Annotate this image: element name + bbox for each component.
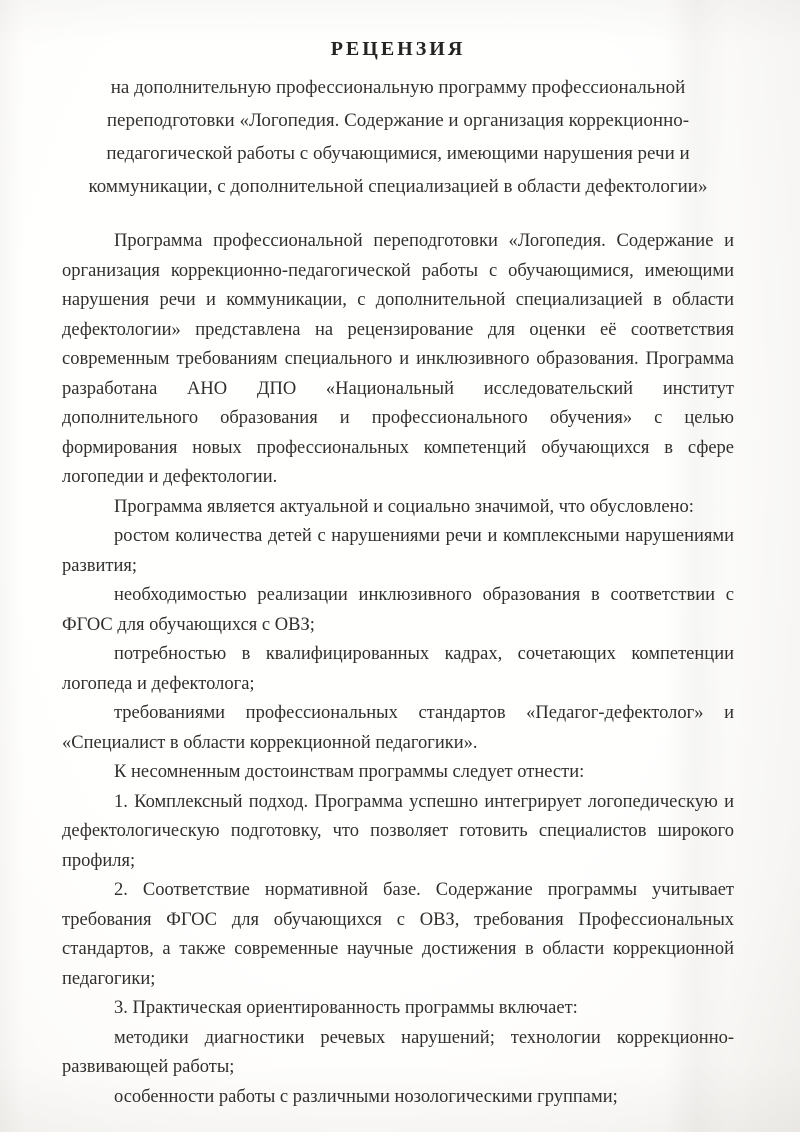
paragraph-1: Программа профессиональной переподготовки «Логопедия. Содержание и организация коррекционно-педагогической работы с обучающимися, имеющими нарушения речи и коммуникации, с дополнительной специализацией в области дефектологии» представлена на рецензирование для оценки её соответствия современным требованиям специального и инклюзивного образования. Программа разработана АНО ДПО «Национальный исследовательский институт дополнительного образования и профессионального обучения» с целью формирования новых профессиональных компетенций обучающихся в сфере логопедии и дефектологии. xyxy=(62,231,734,487)
paragraph-7: К несомненным достоинствам программы следует отнести: xyxy=(114,762,585,782)
paragraph-3: ростом количества детей с нарушениями речи и комплексными нарушениями развития; xyxy=(62,526,734,576)
review-body xyxy=(62,227,734,1112)
paragraph-10: 3. Практическая ориентированность программы включает: xyxy=(114,998,578,1018)
review-title: РЕЦЕНЗИЯ xyxy=(330,38,466,60)
paragraph-9: 2. Соответствие нормативной базе. Содержание программы учитывает требования ФГОС для обучающихся с ОВЗ, требования Профессиональных стандартов, а также современные научные достижения в области коррекционной педагогики; xyxy=(62,880,734,989)
paragraph-8: 1. Комплексный подход. Программа успешно интегрирует логопедическую и дефектологическую подготовку, что позволяет готовить специалистов широкого профиля; xyxy=(62,791,734,871)
paragraph-2: Программа является актуальной и социально значимой, что обусловлено: xyxy=(114,496,694,517)
review-subtitle: на дополнительную профессиональную программу профессиональной переподготовки «Логопедия. Содержание и организация коррекционно-педагогической работы с обучающимися, имеющими нарушения речи и коммуникации, с дополнительной специализацией в области дефектологии» xyxy=(88,77,708,197)
paragraph-5: потребностью в квалифицированных кадрах, сочетающих компетенции логопеда и дефектолога; xyxy=(62,644,734,694)
paragraph-12: особенности работы с различными нозологическими группами; xyxy=(114,1086,618,1107)
paragraph-6: требованиями профессиональных стандартов «Педагог-дефектолог» и «Специалист в области коррекционной педагогики». xyxy=(62,703,734,753)
paragraph-4: необходимостью реализации инклюзивного образования в соответствии с ФГОС для обучающихся с ОВЗ; xyxy=(62,585,734,635)
paragraph-11: методики диагностики речевых нарушений; технологии коррекционно-развивающей работы; xyxy=(62,1027,734,1077)
